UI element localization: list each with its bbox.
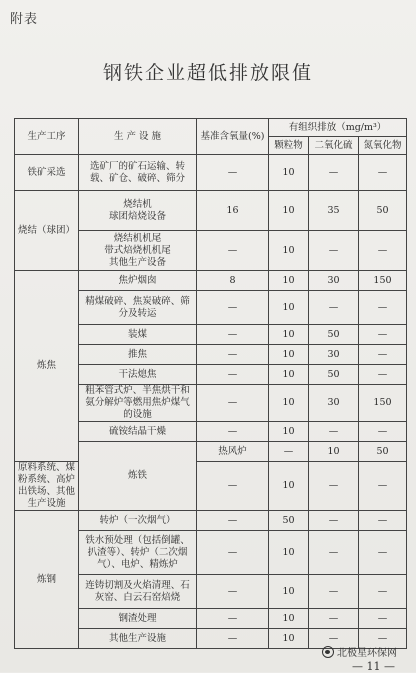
facility-cell: 铁水预处理（包括倒罐、扒渣等）、转炉（二次烟气）、电炉、精炼炉	[79, 531, 197, 575]
watermark-text: 北极星环保网	[337, 648, 397, 659]
pm-cell: 10	[269, 191, 309, 231]
page-number: — 11 —	[352, 660, 395, 673]
oxygen-cell: —	[197, 325, 269, 345]
pm-cell: 10	[269, 462, 309, 511]
emission-limits-table	[14, 118, 407, 649]
oxygen-cell: —	[197, 385, 269, 422]
oxygen-cell: —	[197, 609, 269, 629]
wechat-icon	[322, 646, 334, 658]
process-cell: 炼焦	[15, 271, 79, 462]
nox-cell: —	[359, 422, 407, 442]
facility-cell: 原料系统、煤粉系统、高炉出铁场、其他生产设施	[15, 462, 79, 511]
oxygen-cell: —	[269, 442, 309, 462]
table-row	[15, 511, 407, 531]
nox-cell: —	[359, 531, 407, 575]
oxygen-cell: —	[197, 531, 269, 575]
facility-cell: 其他生产设施	[79, 629, 197, 649]
facility-cell: 钢渣处理	[79, 609, 197, 629]
so2-cell: —	[309, 462, 359, 511]
page-title: 钢铁企业超低排放限值	[102, 62, 313, 84]
facility-cell: 烧结机机尾 带式焙烧机机尾 其他生产设备	[79, 231, 197, 271]
header-pm: 颗粒物	[269, 137, 309, 155]
oxygen-cell: —	[197, 422, 269, 442]
process-cell: 炼钢	[15, 511, 79, 649]
so2-cell: —	[309, 575, 359, 609]
facility-cell: 精煤破碎、焦炭破碎、筛分及转运	[79, 291, 197, 325]
oxygen-cell: —	[197, 345, 269, 365]
oxygen-cell: —	[197, 511, 269, 531]
table-body	[15, 155, 407, 649]
so2-cell: 50	[359, 442, 407, 462]
nox-cell: —	[359, 575, 407, 609]
facility-cell: 烧结机 球团焙烧设备	[79, 191, 197, 231]
table-row	[15, 155, 407, 191]
facility-cell: 粗苯管式炉、半焦烘干和氨分解炉等燃用焦炉煤气的设施	[79, 385, 197, 422]
so2-cell: 30	[309, 271, 359, 291]
nox-cell: —	[359, 231, 407, 271]
header-row-1	[15, 119, 407, 137]
nox-cell: —	[359, 629, 407, 649]
pm-cell: 10	[269, 385, 309, 422]
nox-cell: —	[359, 345, 407, 365]
so2-cell: —	[309, 291, 359, 325]
nox-cell: 50	[359, 191, 407, 231]
process-cell: 烧结（球团）	[15, 191, 79, 271]
oxygen-cell: 8	[197, 271, 269, 291]
so2-cell: —	[309, 609, 359, 629]
oxygen-cell: —	[197, 231, 269, 271]
pm-cell: 10	[269, 531, 309, 575]
header-oxygen: 基准含氧量(%)	[197, 119, 269, 155]
facility-cell: 装煤	[79, 325, 197, 345]
oxygen-cell: —	[197, 291, 269, 325]
so2-cell: —	[309, 511, 359, 531]
pm-cell: 10	[269, 422, 309, 442]
so2-cell: —	[309, 231, 359, 271]
so2-cell: 50	[309, 365, 359, 385]
header-emission-group: 有组织排放（mg/m³）	[269, 119, 407, 137]
process-cell: 铁矿采选	[15, 155, 79, 191]
nox-cell: —	[359, 365, 407, 385]
pm-cell: 10	[269, 271, 309, 291]
so2-cell: —	[309, 155, 359, 191]
nox-cell: —	[359, 155, 407, 191]
pm-cell: 10	[269, 325, 309, 345]
facility-cell: 推焦	[79, 345, 197, 365]
pm-cell: 10	[269, 345, 309, 365]
pm-cell: 10	[269, 291, 309, 325]
nox-cell: 150	[359, 271, 407, 291]
header-process: 生产工序	[15, 119, 79, 155]
oxygen-cell: —	[197, 462, 269, 511]
pm-cell: 10	[309, 442, 359, 462]
facility-cell: 转炉（一次烟气）	[79, 511, 197, 531]
nox-cell: —	[359, 325, 407, 345]
pm-cell: 10	[269, 575, 309, 609]
so2-cell: 30	[309, 345, 359, 365]
so2-cell: —	[309, 531, 359, 575]
so2-cell: —	[309, 422, 359, 442]
header-facility: 生 产 设 施	[79, 119, 197, 155]
pm-cell: 50	[269, 511, 309, 531]
nox-cell: 150	[359, 385, 407, 422]
oxygen-cell: —	[197, 629, 269, 649]
so2-cell: 35	[309, 191, 359, 231]
oxygen-cell: —	[197, 575, 269, 609]
nox-cell: —	[359, 609, 407, 629]
oxygen-cell: —	[197, 365, 269, 385]
pm-cell: 10	[269, 609, 309, 629]
facility-cell: 焦炉烟囱	[79, 271, 197, 291]
oxygen-cell: 16	[197, 191, 269, 231]
nox-cell: —	[359, 291, 407, 325]
facility-cell: 热风炉	[197, 442, 269, 462]
pm-cell: 10	[269, 231, 309, 271]
table-row	[15, 462, 407, 511]
facility-cell: 连铸切割及火焰清理、石灰窑、白云石窑焙烧	[79, 575, 197, 609]
so2-cell: —	[309, 629, 359, 649]
nox-cell: —	[359, 462, 407, 511]
facility-cell: 硫铵结晶干燥	[79, 422, 197, 442]
facility-cell: 选矿厂的矿石运输、转载、矿仓、破碎、筛分	[79, 155, 197, 191]
appendix-label: 附表	[10, 12, 39, 27]
so2-cell: 30	[309, 385, 359, 422]
watermark	[322, 644, 397, 659]
so2-cell: 50	[309, 325, 359, 345]
pm-cell: 10	[269, 629, 309, 649]
facility-cell: 干法熄焦	[79, 365, 197, 385]
process-cell: 炼铁	[79, 442, 197, 511]
pm-cell: 10	[269, 365, 309, 385]
table-row	[15, 271, 407, 291]
header-nox: 氮氧化物	[359, 137, 407, 155]
oxygen-cell: —	[197, 155, 269, 191]
nox-cell: —	[359, 511, 407, 531]
table-row	[15, 191, 407, 231]
pm-cell: 10	[269, 155, 309, 191]
header-so2: 二氧化硫	[309, 137, 359, 155]
